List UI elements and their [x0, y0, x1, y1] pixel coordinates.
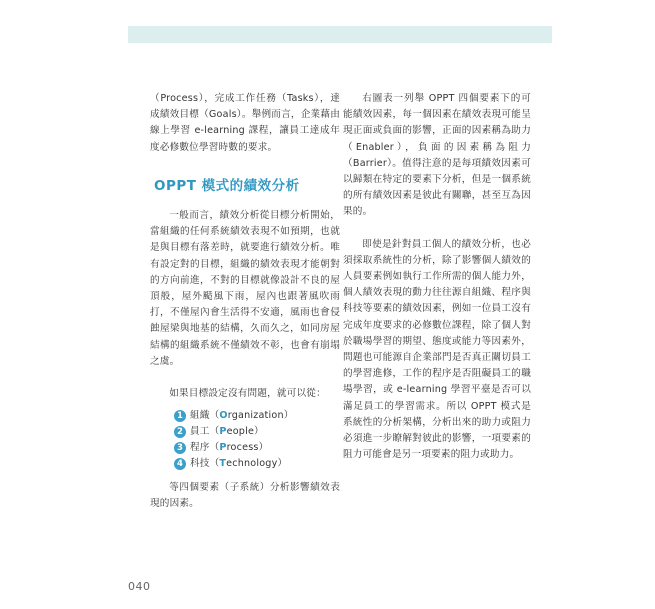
paragraph-if-goals-ok: 如果目標設定沒有問題，就可以從：	[169, 388, 326, 400]
list-item-rest: rocess）	[226, 442, 269, 454]
list-item	[174, 456, 340, 472]
paragraph-gap	[150, 370, 340, 386]
right-column	[343, 91, 531, 463]
number-badge-icon: 1	[174, 410, 186, 422]
list-item-prefix: 員工（	[190, 426, 220, 438]
paragraph-gap	[343, 221, 531, 237]
list-item-rest: eople）	[226, 426, 264, 438]
list-item-letter: T	[219, 458, 227, 470]
list-item-letter: O	[219, 410, 228, 422]
list-item-rest: echnology）	[226, 458, 288, 470]
paragraph-systemic-analysis: 即使是針對員工個人的績效分析，也必須採取系統性的分析，除了影響個人績效的人員要素例如執行工作所需的個人能力外，個人績效表現的動力往往源自組織、程序與科技等要素的績效因素，例如一位員工沒有完成年度要求的必修數位課程，除了個人對於職場學習的期望、態度或能力等因素外，問題也可能源自企業部門是否真正關切員工的學習進修，工作的程序是否阻礙員工的職場學習，或 e-learning 學習平臺是否可以滿足員工的學習需求。所以 OPPT 模式是系統性的分析架構，分析出來的助力或阻力必須進一步瞭解對彼此的影響，一項要素的阻力可能會是另一項要素的阻力或助力。	[343, 238, 531, 461]
list-item-letter: P	[219, 426, 227, 438]
list-item-letter: P	[219, 442, 227, 454]
page-number: 040	[128, 580, 151, 593]
header-band	[128, 26, 552, 43]
list-item-rest: rganization）	[227, 410, 294, 422]
paragraph-goal-analysis: 一般而言，績效分析從目標分析開始，當組織的任何系統績效表現不如預期，也就是與目標有落差時，就要進行績效分析。唯有設定對的目標，組織的績效表現才能朝對的方向前進，不對的目標就像設計不良的屋頂般，屋外颳風下雨，屋內也跟著風吹雨打，不僅屋內會生活得不安適，風雨也會侵蝕屋梁與地基的結構，久而久之，如同房屋結構的組織系統不僅績效不彰，也會有崩塌之虞。	[150, 210, 340, 367]
list-item	[174, 424, 340, 440]
paragraph-four-elements: 等四個要素（子系統）分析影響績效表現的因素。	[150, 482, 340, 510]
number-badge-icon: 3	[174, 442, 186, 454]
oppt-list	[174, 408, 340, 472]
section-heading: OPPT 模式的績效分析	[154, 177, 300, 194]
list-item	[174, 408, 340, 424]
number-badge-icon: 4	[174, 458, 186, 470]
intro-paragraph: （Process），完成工作任務（Tasks），達成績效目標（Goals）。舉例而言，企業藉由線上學習 e-learning 課程，讓員工達成年度必修數位學習時數的要求。	[150, 93, 340, 153]
left-column	[150, 91, 340, 513]
list-item-prefix: 組織（	[190, 410, 220, 422]
paragraph-oppt-factors: 右圖表一列舉 OPPT 四個要素下的可能績效因素，每一個因素在績效表現可能呈現正面或負面的影響，正面的因素稱為助力（Enabler），負面的因素稱為阻力（Barrier）。值得注意的是每項績效因素可以歸類在特定的要素下分析，但是一個系統的所有績效因素是彼此有關聯，甚至互為因果的。	[343, 93, 531, 218]
number-badge-icon: 2	[174, 426, 186, 438]
list-item-prefix: 程序（	[190, 442, 220, 454]
list-item-prefix: 科技（	[190, 458, 220, 470]
list-item	[174, 440, 340, 456]
